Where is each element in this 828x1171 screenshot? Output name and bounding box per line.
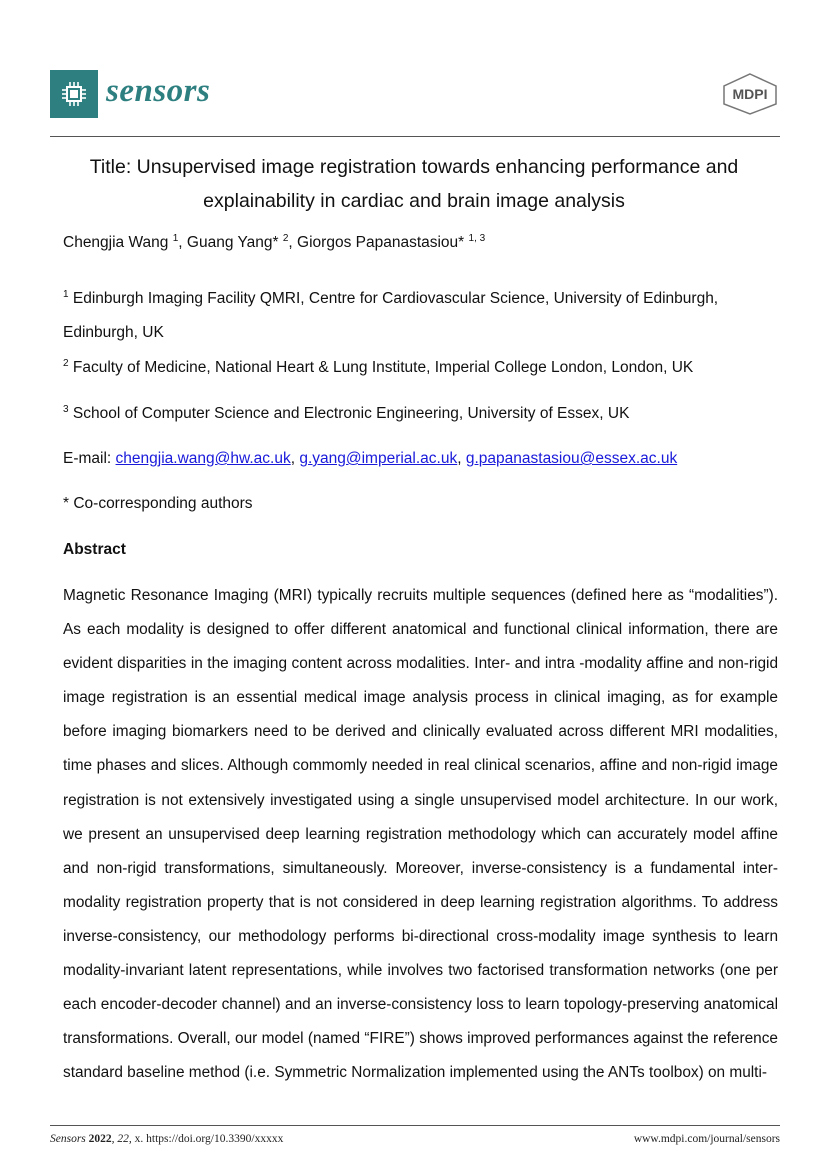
abstract-heading: Abstract xyxy=(63,541,126,558)
author-list xyxy=(63,234,778,252)
affiliation-text: School of Computer Science and Electronic Engineering, University of Essex, UK xyxy=(68,405,630,422)
email-label: E-mail: xyxy=(63,450,116,467)
affiliation-2 xyxy=(63,359,778,377)
footer-year: 2022 xyxy=(85,1133,112,1145)
affiliation-text: Edinburgh Imaging Facility QMRI, Centre for Cardiovascular Science, University of Edinburgh, Edinburgh, UK xyxy=(63,290,719,341)
journal-url[interactable]: www.mdpi.com/journal/sensors xyxy=(633,1133,780,1145)
co-corresponding-note: * Co-corresponding authors xyxy=(63,495,253,512)
citation-footer xyxy=(50,1133,283,1145)
header-divider xyxy=(50,136,780,137)
email-separator: , xyxy=(457,450,466,467)
email-link[interactable]: g.yang@imperial.ac.uk xyxy=(299,450,458,467)
affiliation-number: 2 xyxy=(63,358,69,369)
sensors-logo-icon xyxy=(50,70,98,118)
email-line xyxy=(63,450,778,468)
author-affiliation-sup: 1 xyxy=(172,233,179,244)
author-name: Giorgos Papanastasiou* xyxy=(297,234,469,251)
author-affiliation-sup: 2 xyxy=(282,233,289,244)
author-name: Guang Yang* xyxy=(186,234,283,251)
affiliation-text: Faculty of Medicine, National Heart & Lung Institute, Imperial College London, London, UK xyxy=(68,359,694,376)
footer-journal: Sensors xyxy=(50,1133,86,1145)
author-separator: , xyxy=(288,234,298,251)
journal-name: sensors xyxy=(106,73,211,109)
affiliation-number: 3 xyxy=(63,404,69,415)
page-header xyxy=(50,70,780,118)
svg-text:MDPI: MDPI xyxy=(732,86,768,102)
author-separator: , xyxy=(178,234,187,251)
footer-divider xyxy=(50,1125,780,1126)
author-name: Chengjia Wang xyxy=(63,234,173,251)
paper-title: Title: Unsupervised image registration towards enhancing performance and explainability in cardiac and brain image analysis xyxy=(89,156,739,212)
abstract-body: Magnetic Resonance Imaging (MRI) typically recruits multiple sequences (defined here as “modalities”). As each modality is designed to offer different anatomical and functional clinical information, there are evident disparities in the imaging content across modalities. Inter- and intra -modality affine and non-rigid image registration is an essential medical image analysis process in clinical imaging, as for example before imaging biomarkers need to be derived and clinically evaluated across different MRI modalities, time phases and slices. Although commomly needed in real clinical scenarios, affine and non-rigid image registration is not extensively investigated using a single unsupervised model architecture. In our work, we present an unsupervised deep learning registration methodology which can accurately model affine and non-rigid transformations, simultaneously. Moreover, inverse-consistency is a fundamental inter-modality registration property that is not considered in deep learning registration algorithms. To address inverse-consistency, our methodology performs bi-directional cross-modality image synthesis to learn modality-invariant latent representations, while involves two factorised transformation networks (one per each encoder-decoder channel) and an inverse-consistency loss to learn topology-preserving anatomical transformations. Overall, our model (named “FIRE”) shows improved performances against the reference standard baseline method (i.e. Symmetric Normalization implemented using the ANTs toolbox) on multi- xyxy=(63,587,778,1082)
email-link[interactable]: chengjia.wang@hw.ac.uk xyxy=(115,450,291,467)
mdpi-logo-icon xyxy=(720,72,780,116)
email-separator: , xyxy=(290,450,300,467)
email-link[interactable]: g.papanastasiou@essex.ac.uk xyxy=(465,450,678,467)
affiliation-1 xyxy=(63,282,778,350)
footer-volume: , 22, xyxy=(111,1133,132,1145)
affiliation-3 xyxy=(63,405,778,423)
affiliation-number: 1 xyxy=(63,289,69,300)
author-affiliation-sup: 1, 3 xyxy=(468,233,486,244)
footer-doi[interactable]: x. https://doi.org/10.3390/xxxxx xyxy=(131,1133,284,1145)
